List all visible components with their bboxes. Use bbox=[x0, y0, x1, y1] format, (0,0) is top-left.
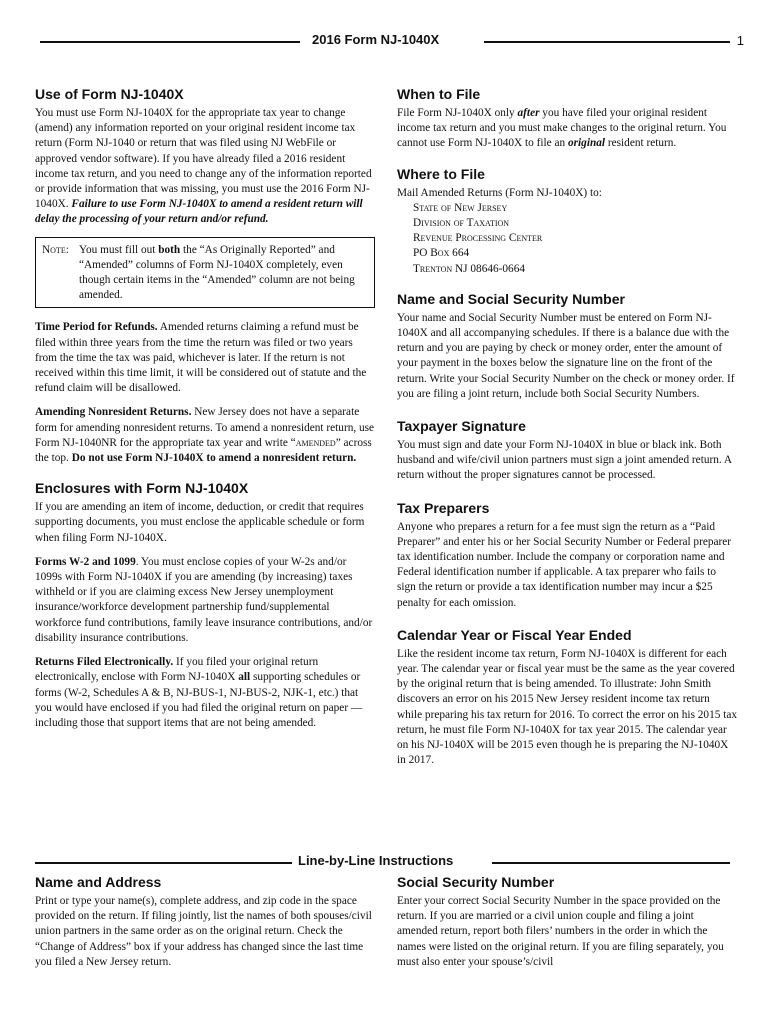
when-to-file-heading: When to File bbox=[397, 86, 481, 102]
taxpayer-signature-heading: Taxpayer Signature bbox=[397, 418, 526, 435]
nonresident-body-2: ” across the top. bbox=[35, 436, 372, 465]
line-by-line-heading: Line-by-Line Instructions bbox=[298, 853, 454, 868]
use-of-form-warning: Failure to use Form NJ-1040X to amend a resident return will delay the processing of your return and/or refund. bbox=[35, 198, 363, 226]
bottom-left-column bbox=[35, 874, 375, 979]
note-bold: both bbox=[158, 243, 181, 256]
electronic-lead: Returns Filed Electronically. bbox=[35, 656, 174, 669]
name-address-body: Print or type your name(s), complete address, and zip code in the space provided on the return. If filing jointly, list the names of both spouses/civil union partners in the same order as on the original return. Check the “Change of Address” box if your address has changed since the last time you filed a New Jersey return. bbox=[35, 895, 372, 968]
note-box bbox=[35, 237, 375, 309]
when-after: after bbox=[517, 107, 540, 119]
use-of-form-heading: Use of Form NJ-1040X bbox=[35, 86, 184, 102]
social-security-heading: Social Security Number bbox=[397, 874, 555, 890]
note-pre: You must fill out bbox=[79, 243, 159, 256]
electronic-body-1: If you filed your original return electronically, enclose with Form NJ-1040X bbox=[35, 656, 319, 684]
electronic-bold: all bbox=[238, 671, 251, 684]
note-post: the “As Originally Reported” and “Amended” columns of Form NJ-1040X completely, even though certain items in the “Amended” column are not being amended. bbox=[79, 243, 355, 302]
electronic-paragraph bbox=[35, 655, 375, 731]
calendar-year-heading: Calendar Year or Fiscal Year Ended bbox=[397, 626, 632, 643]
right-column bbox=[397, 86, 737, 778]
use-of-form-text bbox=[35, 106, 375, 228]
when-2: you have filed your original resident income tax return and you must make changes to the original return. You cannot use Form NJ-1040X to file an bbox=[397, 107, 727, 150]
note-text bbox=[79, 243, 368, 304]
time-period-paragraph bbox=[35, 320, 375, 396]
time-period-body: Amended returns claiming a refund must be filed within three years from the time the return was filed or two years from the time the tax was paid, whichever is later. If the return is not received within this time limit, it will be considered out of statute and the refund claim will be disallowed. bbox=[35, 321, 367, 395]
mailing-address bbox=[413, 201, 737, 277]
taxpayer-signature-body: You must sign and date your Form NJ-1040X in blue or black ink. Both husband and wife/civil union partners must sign a joint amended return. A return without the proper signatures cannot be processed. bbox=[397, 439, 732, 482]
note-label: Note: bbox=[42, 243, 69, 256]
enclosures-body: If you are amending an item of income, deduction, or credit that requires supporting documents, you must enclose the applicable schedule or form when filing Form NJ-1040X. bbox=[35, 501, 365, 544]
address-line-5: Trenton NJ 08646-0664 bbox=[413, 262, 525, 275]
separator-rule-right bbox=[492, 862, 730, 864]
when-to-file-text bbox=[397, 106, 737, 152]
bottom-right-column bbox=[397, 874, 737, 979]
electronic-body-2: supporting schedules or forms (W-2, Schedules A & B, NJ-BUS-1, NJ-BUS-2, NJK-1, etc.) that you would have enclosed if you had filed the original return on paper — including those that support items that are not being amended. bbox=[35, 671, 363, 729]
time-period-lead: Time Period for Refunds. bbox=[35, 321, 158, 334]
when-1: File Form NJ-1040X only bbox=[397, 107, 518, 119]
name-address-heading: Name and Address bbox=[35, 874, 162, 890]
nonresident-lead: Amending Nonresident Returns. bbox=[35, 406, 192, 419]
tax-preparers-body: Anyone who prepares a return for a fee must sign the return as a “Paid Preparer” and enter his or her Social Security Number or Federal preparer tax identification number. Include the company or corporation name and Federal identification number if applicable. A tax preparer who fails to sign the return or provide a tax identification number may incur a $25 penalty for each omission. bbox=[397, 520, 732, 609]
nonresident-amended: amended bbox=[295, 436, 336, 449]
page-header bbox=[40, 30, 744, 50]
enclosures-heading: Enclosures with Form NJ-1040X bbox=[35, 480, 249, 497]
address-line-4: PO Box 664 bbox=[413, 247, 470, 260]
when-3: resident return. bbox=[605, 137, 677, 150]
form-title: 2016 Form NJ-1040X bbox=[312, 32, 440, 47]
name-ssn-body: Your name and Social Security Number must be entered on Form NJ-1040X and all accompanying schedules. If there is a balance due with the return and you are paying by check or money order, enter the amount of your payment in the boxes below the signature line on the front of the return. Write your Social Security Number on the check or money order. If you are filing a joint return, include both Social Security Numbers. bbox=[397, 311, 735, 400]
nonresident-body-1: New Jersey does not have a separate form for amending nonresident returns. To amend a nonresident return, use Form NJ-1040NR for the appropriate tax year and write “ bbox=[35, 406, 375, 449]
w2-paragraph bbox=[35, 555, 375, 646]
tax-preparers-heading: Tax Preparers bbox=[397, 499, 490, 516]
use-of-form-body: You must use Form NJ-1040X for the appropriate tax year to change (amend) any information reported on your original resident income tax return (Form NJ-1040 or return that was filed using NJ WebFile or approved vendor software). If you have already filed a 2016 resident income tax return, and you need to change any of the information reported or provide information that was missing, you must use the 2016 Form NJ-1040X. bbox=[35, 107, 372, 211]
social-security-body: Enter your correct Social Security Number in the space provided on the return. If you are married or a civil union couple and filing a joint amended return, report both filers’ numbers in the order in which the names were listed on the original return. If you are filing separately, you must also enter your spouse’s/civil bbox=[397, 895, 724, 968]
page-number: 1 bbox=[736, 33, 744, 48]
header-rule-right bbox=[484, 41, 730, 43]
w2-body: . You must enclose copies of your W-2s and/or 1099s with Form NJ-1040X if you are amending (by increasing) taxes withheld or if you are claiming excess New Jersey unemployment insurance/workforce development partnership fund/supplemental workforce fund contributions, family leave insurance contributions, and/or disability insurance contributions. bbox=[35, 555, 373, 644]
name-ssn-heading: Name and Social Security Number bbox=[397, 290, 625, 307]
where-to-file-intro: Mail Amended Returns (Form NJ-1040X) to: bbox=[397, 186, 602, 199]
where-to-file-heading: Where to File bbox=[397, 165, 485, 182]
left-column bbox=[35, 86, 375, 740]
header-rule-left bbox=[40, 41, 300, 43]
address-line-1: State of New Jersey bbox=[413, 201, 508, 214]
address-line-3: Revenue Processing Center bbox=[413, 232, 543, 245]
w2-lead: Forms W-2 and 1099 bbox=[35, 555, 136, 568]
line-by-line-separator bbox=[35, 853, 730, 871]
nonresident-bold: Do not use Form NJ-1040X to amend a nonresident return. bbox=[71, 452, 357, 465]
separator-rule-left bbox=[35, 862, 292, 864]
calendar-year-body: Like the resident income tax return, Form NJ-1040X is different for each year. The calendar year or fiscal year must be the same as the year covered by the original return that is being amended. To illustrate: John Smith discovers an error on his 2015 New Jersey resident income tax return while preparing his tax return for 2016. To correct the error on his 2015 tax return, he must file Form NJ-1040X for tax year 2015. The calendar year on his NJ-1040X will be 2015 even though he is preparing the NJ-1040X in 2017. bbox=[397, 647, 738, 767]
when-original: original bbox=[568, 137, 606, 150]
address-line-2: Division of Taxation bbox=[413, 217, 510, 230]
nonresident-paragraph bbox=[35, 405, 375, 466]
